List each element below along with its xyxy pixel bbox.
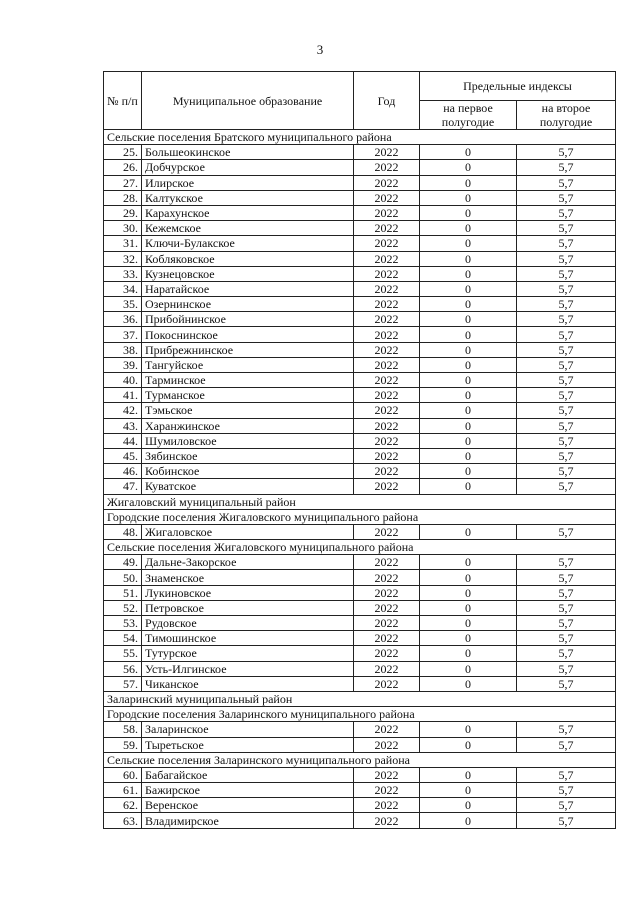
- row-number: 34.: [104, 281, 142, 296]
- second-half-index: 5,7: [517, 783, 616, 798]
- table-row: [104, 767, 616, 782]
- municipality-name: Турманское: [142, 388, 354, 403]
- section-heading-row: [104, 752, 616, 767]
- row-year: 2022: [354, 524, 420, 539]
- municipality-name: Куватское: [142, 479, 354, 494]
- municipality-name: Веренское: [142, 798, 354, 813]
- row-year: 2022: [354, 236, 420, 251]
- section-heading-row: [104, 130, 616, 145]
- row-year: 2022: [354, 281, 420, 296]
- row-number: 40.: [104, 373, 142, 388]
- municipality-name: Лукиновское: [142, 585, 354, 600]
- row-number: 51.: [104, 585, 142, 600]
- row-number: 61.: [104, 783, 142, 798]
- row-year: 2022: [354, 312, 420, 327]
- second-half-index: 5,7: [517, 342, 616, 357]
- row-number: 35.: [104, 297, 142, 312]
- section-heading-row: [104, 540, 616, 555]
- first-half-index: 0: [420, 418, 517, 433]
- row-number: 57.: [104, 676, 142, 691]
- row-year: 2022: [354, 798, 420, 813]
- row-number: 49.: [104, 555, 142, 570]
- second-half-index: 5,7: [517, 312, 616, 327]
- header-first-half: на первое полугодие: [420, 101, 517, 130]
- second-half-index: 5,7: [517, 600, 616, 615]
- first-half-index: 0: [420, 160, 517, 175]
- municipality-name: Озернинское: [142, 297, 354, 312]
- municipality-name: Тарминское: [142, 373, 354, 388]
- row-year: 2022: [354, 616, 420, 631]
- table-row: [104, 448, 616, 463]
- section-heading: Сельские поселения Братского муниципального района: [104, 130, 616, 145]
- municipality-name: Бажирское: [142, 783, 354, 798]
- row-year: 2022: [354, 251, 420, 266]
- municipality-name: Тутурское: [142, 646, 354, 661]
- municipality-name: Ключи-Булакское: [142, 236, 354, 251]
- table-row: [104, 616, 616, 631]
- municipality-name: Дальне-Закорское: [142, 555, 354, 570]
- first-half-index: 0: [420, 433, 517, 448]
- table-row: [104, 570, 616, 585]
- second-half-index: 5,7: [517, 251, 616, 266]
- table-row: [104, 342, 616, 357]
- row-number: 46.: [104, 464, 142, 479]
- first-half-index: 0: [420, 251, 517, 266]
- section-heading: Сельские поселения Жигаловского муниципального района: [104, 540, 616, 555]
- row-number: 58.: [104, 722, 142, 737]
- row-year: 2022: [354, 555, 420, 570]
- first-half-index: 0: [420, 813, 517, 828]
- municipality-name: Кузнецовское: [142, 266, 354, 281]
- table-row: [104, 433, 616, 448]
- row-year: 2022: [354, 190, 420, 205]
- municipality-name: Прибрежнинское: [142, 342, 354, 357]
- second-half-index: 5,7: [517, 357, 616, 372]
- municipality-name: Кобляковское: [142, 251, 354, 266]
- table-row: [104, 175, 616, 190]
- header-num: № п/п: [104, 72, 142, 130]
- row-year: 2022: [354, 448, 420, 463]
- table-body: [104, 130, 616, 829]
- table-row: [104, 813, 616, 828]
- table-row: [104, 737, 616, 752]
- row-year: 2022: [354, 357, 420, 372]
- first-half-index: 0: [420, 524, 517, 539]
- row-number: 26.: [104, 160, 142, 175]
- district-heading: Жигаловский муниципальный район: [104, 494, 616, 509]
- municipality-name: Покоснинское: [142, 327, 354, 342]
- row-number: 38.: [104, 342, 142, 357]
- municipality-name: Добчурское: [142, 160, 354, 175]
- row-year: 2022: [354, 661, 420, 676]
- second-half-index: 5,7: [517, 479, 616, 494]
- table-row: [104, 251, 616, 266]
- table-row: [104, 357, 616, 372]
- first-half-index: 0: [420, 464, 517, 479]
- row-year: 2022: [354, 205, 420, 220]
- first-half-index: 0: [420, 646, 517, 661]
- second-half-index: 5,7: [517, 524, 616, 539]
- municipality-name: Харанжинское: [142, 418, 354, 433]
- section-heading: Городские поселения Жигаловского муниципального района: [104, 509, 616, 524]
- second-half-index: 5,7: [517, 646, 616, 661]
- second-half-index: 5,7: [517, 464, 616, 479]
- municipality-name: Петровское: [142, 600, 354, 615]
- table-row: [104, 479, 616, 494]
- first-half-index: 0: [420, 767, 517, 782]
- municipality-name: Кобинское: [142, 464, 354, 479]
- municipality-name: Бабагайское: [142, 767, 354, 782]
- table-row: [104, 327, 616, 342]
- second-half-index: 5,7: [517, 813, 616, 828]
- section-heading: Городские поселения Заларинского муниципального района: [104, 707, 616, 722]
- second-half-index: 5,7: [517, 281, 616, 296]
- row-number: 62.: [104, 798, 142, 813]
- row-number: 33.: [104, 266, 142, 281]
- row-year: 2022: [354, 783, 420, 798]
- first-half-index: 0: [420, 175, 517, 190]
- row-year: 2022: [354, 464, 420, 479]
- municipality-name: Зябинское: [142, 448, 354, 463]
- table-row: [104, 221, 616, 236]
- municipality-name: Наратайское: [142, 281, 354, 296]
- table-row: [104, 373, 616, 388]
- second-half-index: 5,7: [517, 448, 616, 463]
- row-year: 2022: [354, 737, 420, 752]
- first-half-index: 0: [420, 616, 517, 631]
- second-half-index: 5,7: [517, 175, 616, 190]
- row-number: 44.: [104, 433, 142, 448]
- row-number: 55.: [104, 646, 142, 661]
- row-number: 59.: [104, 737, 142, 752]
- row-number: 31.: [104, 236, 142, 251]
- row-number: 47.: [104, 479, 142, 494]
- municipality-name: Тыретьское: [142, 737, 354, 752]
- first-half-index: 0: [420, 190, 517, 205]
- table-row: [104, 585, 616, 600]
- row-year: 2022: [354, 160, 420, 175]
- second-half-index: 5,7: [517, 403, 616, 418]
- page-number: 3: [316, 42, 324, 57]
- row-year: 2022: [354, 403, 420, 418]
- table-row: [104, 631, 616, 646]
- header-indices: Предельные индексы: [420, 72, 616, 101]
- second-half-index: 5,7: [517, 722, 616, 737]
- table-row: [104, 312, 616, 327]
- first-half-index: 0: [420, 357, 517, 372]
- row-year: 2022: [354, 327, 420, 342]
- first-half-index: 0: [420, 281, 517, 296]
- table-row: [104, 783, 616, 798]
- second-half-index: 5,7: [517, 737, 616, 752]
- indices-table: [103, 71, 616, 829]
- second-half-index: 5,7: [517, 145, 616, 160]
- row-number: 43.: [104, 418, 142, 433]
- district-heading-row: [104, 494, 616, 509]
- table-row: [104, 646, 616, 661]
- table-row: [104, 464, 616, 479]
- header-name: Муниципальное образование: [142, 72, 354, 130]
- first-half-index: 0: [420, 783, 517, 798]
- header-year: Год: [354, 72, 420, 130]
- first-half-index: 0: [420, 448, 517, 463]
- table-row: [104, 145, 616, 160]
- first-half-index: 0: [420, 403, 517, 418]
- row-year: 2022: [354, 221, 420, 236]
- table-row: [104, 236, 616, 251]
- district-heading-row: [104, 691, 616, 706]
- first-half-index: 0: [420, 221, 517, 236]
- second-half-index: 5,7: [517, 236, 616, 251]
- row-year: 2022: [354, 722, 420, 737]
- row-number: 42.: [104, 403, 142, 418]
- section-heading: Сельские поселения Заларинского муниципального района: [104, 752, 616, 767]
- second-half-index: 5,7: [517, 798, 616, 813]
- municipality-name: Прибойнинское: [142, 312, 354, 327]
- municipality-name: Владимирское: [142, 813, 354, 828]
- first-half-index: 0: [420, 631, 517, 646]
- municipality-name: Жигаловское: [142, 524, 354, 539]
- table-row: [104, 600, 616, 615]
- first-half-index: 0: [420, 327, 517, 342]
- municipality-name: Илирское: [142, 175, 354, 190]
- row-year: 2022: [354, 570, 420, 585]
- first-half-index: 0: [420, 798, 517, 813]
- row-year: 2022: [354, 479, 420, 494]
- second-half-index: 5,7: [517, 616, 616, 631]
- section-heading-row: [104, 509, 616, 524]
- second-half-index: 5,7: [517, 661, 616, 676]
- first-half-index: 0: [420, 676, 517, 691]
- row-number: 60.: [104, 767, 142, 782]
- first-half-index: 0: [420, 388, 517, 403]
- second-half-index: 5,7: [517, 373, 616, 388]
- row-number: 27.: [104, 175, 142, 190]
- row-year: 2022: [354, 418, 420, 433]
- first-half-index: 0: [420, 342, 517, 357]
- row-year: 2022: [354, 388, 420, 403]
- section-heading-row: [104, 707, 616, 722]
- table-row: [104, 160, 616, 175]
- second-half-index: 5,7: [517, 221, 616, 236]
- municipality-name: Карахунское: [142, 205, 354, 220]
- row-year: 2022: [354, 676, 420, 691]
- row-year: 2022: [354, 342, 420, 357]
- first-half-index: 0: [420, 236, 517, 251]
- first-half-index: 0: [420, 570, 517, 585]
- second-half-index: 5,7: [517, 767, 616, 782]
- first-half-index: 0: [420, 145, 517, 160]
- row-number: 63.: [104, 813, 142, 828]
- municipality-name: Тимошинское: [142, 631, 354, 646]
- row-year: 2022: [354, 433, 420, 448]
- row-number: 56.: [104, 661, 142, 676]
- row-number: 41.: [104, 388, 142, 403]
- row-number: 25.: [104, 145, 142, 160]
- district-heading: Заларинский муниципальный район: [104, 691, 616, 706]
- second-half-index: 5,7: [517, 585, 616, 600]
- row-number: 52.: [104, 600, 142, 615]
- row-year: 2022: [354, 767, 420, 782]
- table-row: [104, 403, 616, 418]
- table-row: [104, 205, 616, 220]
- municipality-name: Тэмьское: [142, 403, 354, 418]
- first-half-index: 0: [420, 266, 517, 281]
- municipality-name: Рудовское: [142, 616, 354, 631]
- table-row: [104, 281, 616, 296]
- header-second-half: на второе полугодие: [517, 101, 616, 130]
- second-half-index: 5,7: [517, 676, 616, 691]
- second-half-index: 5,7: [517, 418, 616, 433]
- municipality-name: Калтукское: [142, 190, 354, 205]
- second-half-index: 5,7: [517, 297, 616, 312]
- row-year: 2022: [354, 600, 420, 615]
- row-number: 45.: [104, 448, 142, 463]
- row-number: 39.: [104, 357, 142, 372]
- row-year: 2022: [354, 631, 420, 646]
- municipality-name: Заларинское: [142, 722, 354, 737]
- first-half-index: 0: [420, 737, 517, 752]
- row-year: 2022: [354, 646, 420, 661]
- row-year: 2022: [354, 813, 420, 828]
- second-half-index: 5,7: [517, 327, 616, 342]
- row-number: 36.: [104, 312, 142, 327]
- row-number: 29.: [104, 205, 142, 220]
- row-number: 32.: [104, 251, 142, 266]
- row-year: 2022: [354, 145, 420, 160]
- table-row: [104, 555, 616, 570]
- table-row: [104, 676, 616, 691]
- row-year: 2022: [354, 266, 420, 281]
- second-half-index: 5,7: [517, 555, 616, 570]
- row-year: 2022: [354, 175, 420, 190]
- second-half-index: 5,7: [517, 266, 616, 281]
- first-half-index: 0: [420, 312, 517, 327]
- first-half-index: 0: [420, 373, 517, 388]
- second-half-index: 5,7: [517, 190, 616, 205]
- row-number: 28.: [104, 190, 142, 205]
- row-year: 2022: [354, 373, 420, 388]
- row-number: 30.: [104, 221, 142, 236]
- table-row: [104, 266, 616, 281]
- municipality-name: Кежемское: [142, 221, 354, 236]
- table-row: [104, 661, 616, 676]
- row-number: 37.: [104, 327, 142, 342]
- first-half-index: 0: [420, 585, 517, 600]
- first-half-index: 0: [420, 205, 517, 220]
- municipality-name: Знаменское: [142, 570, 354, 585]
- second-half-index: 5,7: [517, 160, 616, 175]
- municipality-name: Шумиловское: [142, 433, 354, 448]
- second-half-index: 5,7: [517, 205, 616, 220]
- row-number: 50.: [104, 570, 142, 585]
- table-row: [104, 190, 616, 205]
- row-number: 54.: [104, 631, 142, 646]
- second-half-index: 5,7: [517, 388, 616, 403]
- table-row: [104, 297, 616, 312]
- row-number: 53.: [104, 616, 142, 631]
- first-half-index: 0: [420, 661, 517, 676]
- table-row: [104, 418, 616, 433]
- table-row: [104, 798, 616, 813]
- first-half-index: 0: [420, 297, 517, 312]
- table-row: [104, 524, 616, 539]
- municipality-name: Усть-Илгинское: [142, 661, 354, 676]
- second-half-index: 5,7: [517, 570, 616, 585]
- row-number: 48.: [104, 524, 142, 539]
- first-half-index: 0: [420, 555, 517, 570]
- first-half-index: 0: [420, 479, 517, 494]
- row-year: 2022: [354, 585, 420, 600]
- second-half-index: 5,7: [517, 631, 616, 646]
- municipality-name: Чиканское: [142, 676, 354, 691]
- row-year: 2022: [354, 297, 420, 312]
- table-row: [104, 722, 616, 737]
- table-row: [104, 388, 616, 403]
- second-half-index: 5,7: [517, 433, 616, 448]
- first-half-index: 0: [420, 722, 517, 737]
- table-header: [104, 72, 616, 130]
- first-half-index: 0: [420, 600, 517, 615]
- municipality-name: Тангуйское: [142, 357, 354, 372]
- municipality-name: Большеокинское: [142, 145, 354, 160]
